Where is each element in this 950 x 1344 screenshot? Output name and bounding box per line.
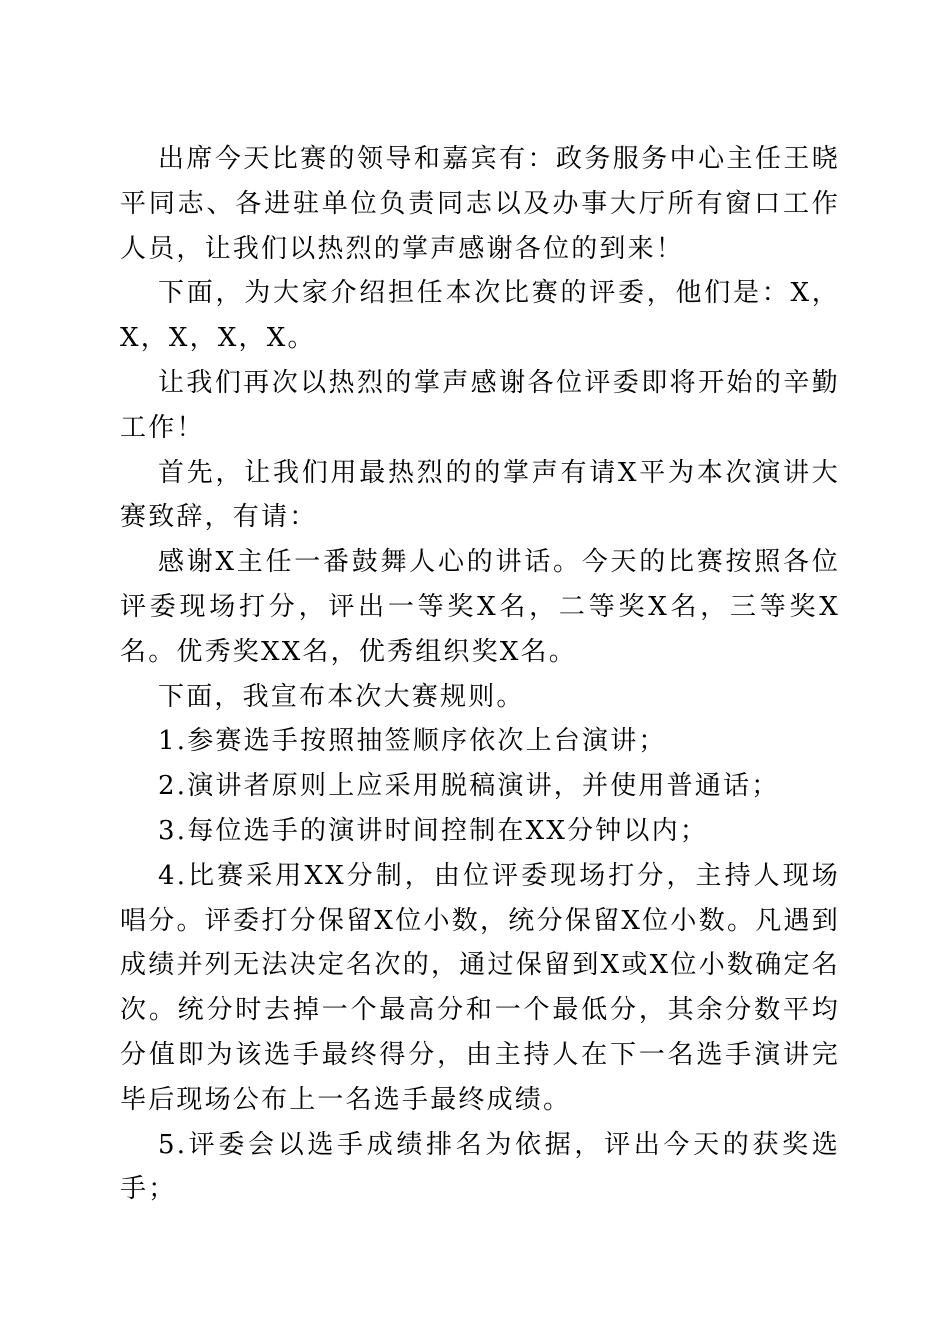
paragraph-thanks-judges: 让我们再次以热烈的掌声感谢各位评委即将开始的辛勤工作！ xyxy=(120,367,840,443)
paragraph-awards: 感谢X主任一番鼓舞人心的讲话。今天的比赛按照各位评委现场打分，评出一等奖X名，二等奖X名，三等奖X名。优秀奖XX名，优秀组织奖X名。 xyxy=(120,547,840,667)
paragraph-rules-intro: 下面，我宣布本次大赛规则。 xyxy=(158,681,525,712)
paragraph-rule-5: 5.评委会以选手成绩排名为依据，评出今天的获奖选手； xyxy=(120,1129,840,1205)
paragraph-rule-2: 2.演讲者原则上应采用脱稿演讲，并使用普通话； xyxy=(158,771,780,802)
paragraph-rule-3: 3.每位选手的演讲时间控制在XX分钟以内； xyxy=(158,815,709,846)
paragraph-opening-speech: 首先，让我们用最热烈的的掌声有请X平为本次演讲大赛致辞，有请： xyxy=(120,457,840,533)
paragraph-guests: 出席今天比赛的领导和嘉宾有：政务服务中心主任王晓平同志、各进驻单位负责同志以及办事大厅所有窗口工作人员，让我们以热烈的掌声感谢各位的到来！ xyxy=(120,144,840,264)
paragraph-judges-intro: 下面，为大家介绍担任本次比赛的评委，他们是：X，X，X，X，X。 xyxy=(120,278,840,354)
paragraph-rule-4: 4.比赛采用XX分制，由位评委现场打分，主持人现场唱分。评委打分保留X位小数，统分保留X位小数。凡遇到成绩并列无法决定名次的，通过保留到X或X位小数确定名次。统分时去掉一个最高分和一个最低分，其余分数平均分值即为该选手最终得分，由主持人在下一名选手演讲完毕后现场公布上一名选手最终成绩。 xyxy=(120,860,840,1115)
document-body xyxy=(120,137,840,1212)
paragraph-rule-1: 1.参赛选手按照抽签顺序依次上台演讲； xyxy=(158,726,667,757)
